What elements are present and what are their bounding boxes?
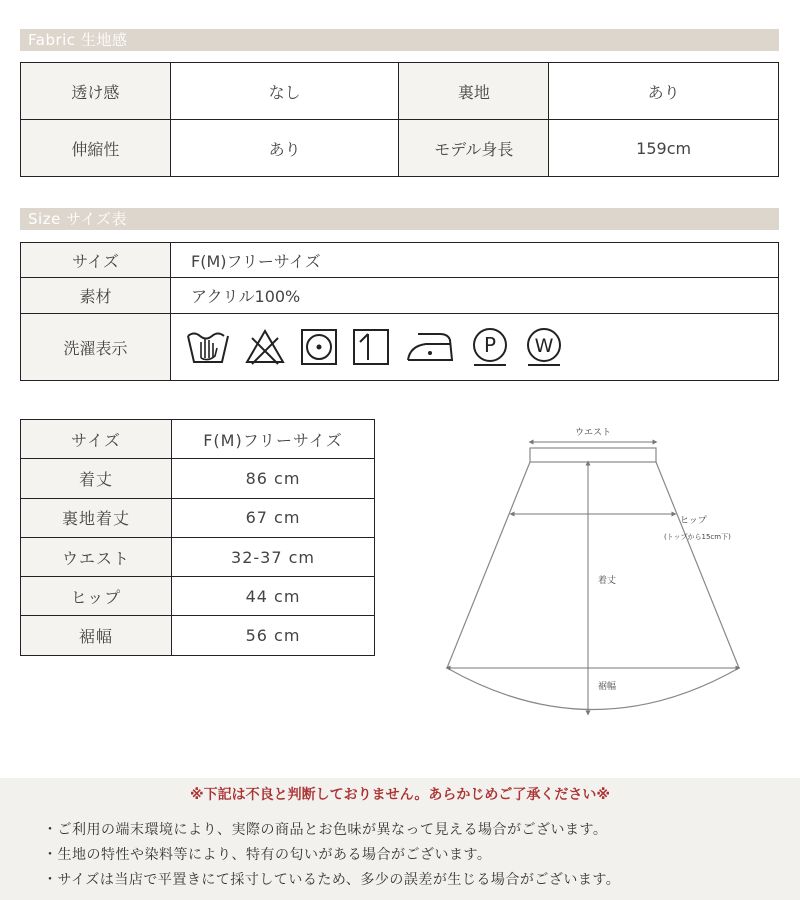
hand-wash-icon [186, 328, 230, 366]
iron-low-icon [404, 328, 456, 366]
measure-label: ウエスト [21, 537, 172, 576]
size-section-header: Size サイズ表 [20, 208, 779, 230]
length-label: 着丈 [598, 576, 617, 586]
hem-label: 裾幅 [598, 682, 617, 692]
fabric-label: モデル身長 [399, 120, 549, 177]
fabric-value: あり [549, 63, 779, 120]
care-label: 洗濯表示 [21, 314, 171, 381]
care-icons-cell [171, 314, 779, 381]
fabric-value: あり [170, 120, 399, 177]
measure-header-label: サイズ [21, 420, 172, 459]
size-label: サイズ [21, 243, 171, 278]
measure-label: 裏地着丈 [21, 498, 172, 537]
measure-value: 67 cm [172, 498, 375, 537]
notes-warning: ※下記は不良と判断しておりません。あらかじめご了承ください※ [189, 787, 611, 803]
waistband-shape [530, 448, 656, 462]
dry-clean-p-icon [470, 327, 510, 367]
table-row [21, 243, 779, 278]
table-row [21, 498, 375, 537]
fabric-value: 159cm [549, 120, 779, 177]
notes-panel [0, 778, 800, 900]
table-row [21, 420, 375, 459]
measure-label: 着丈 [21, 459, 172, 498]
line-dry-icon [352, 328, 390, 366]
fabric-label: 伸縮性 [21, 120, 171, 177]
measure-value: 56 cm [172, 616, 375, 655]
material-label: 素材 [21, 278, 171, 314]
no-bleach-icon [244, 328, 286, 366]
svg-text:P: P [483, 333, 497, 357]
skirt-outline [447, 462, 739, 710]
notes-list [45, 818, 620, 893]
measure-label: ヒップ [21, 577, 172, 616]
table-row [21, 537, 375, 576]
table-row [21, 459, 375, 498]
hip-note: (トップから15cm下) [664, 533, 731, 541]
skirt-diagram [430, 415, 770, 730]
material-value: アクリル100% [171, 278, 779, 314]
measure-header-value: F(M)フリーサイズ [172, 420, 375, 459]
table-row [21, 577, 375, 616]
list-item: ・ サイズは当店で平置きにて採寸しているため、多少の誤差が生じる場合がございます。 [45, 868, 620, 893]
measure-value: 86 cm [172, 459, 375, 498]
measure-value: 44 cm [172, 577, 375, 616]
measure-value: 32-37 cm [172, 537, 375, 576]
fabric-table [20, 62, 779, 177]
size-info-table [20, 242, 779, 381]
table-row [21, 278, 779, 314]
measure-label: 裾幅 [21, 616, 172, 655]
table-row [21, 63, 779, 120]
list-item: ・ ご利用の端末環境により、実際の商品とお色味が異なって見える場合がございます。 [45, 818, 620, 843]
table-row [21, 120, 779, 177]
measurement-table [20, 419, 375, 656]
tumble-dry-icon [300, 328, 338, 366]
fabric-label: 裏地 [399, 63, 549, 120]
fabric-section-header: Fabric 生地感 [20, 29, 779, 51]
svg-text:W: W [534, 335, 554, 357]
size-value: F(M)フリーサイズ [171, 243, 779, 278]
fabric-label: 透け感 [21, 63, 171, 120]
waist-label: ウエスト [574, 428, 612, 438]
wet-clean-w-icon [524, 327, 564, 367]
hip-label: ヒップ [680, 516, 707, 526]
table-row [21, 616, 375, 655]
list-item: ・ 生地の特性や染料等により、特有の匂いがある場合がございます。 [45, 843, 620, 868]
fabric-value: なし [170, 63, 399, 120]
table-row [21, 314, 779, 381]
